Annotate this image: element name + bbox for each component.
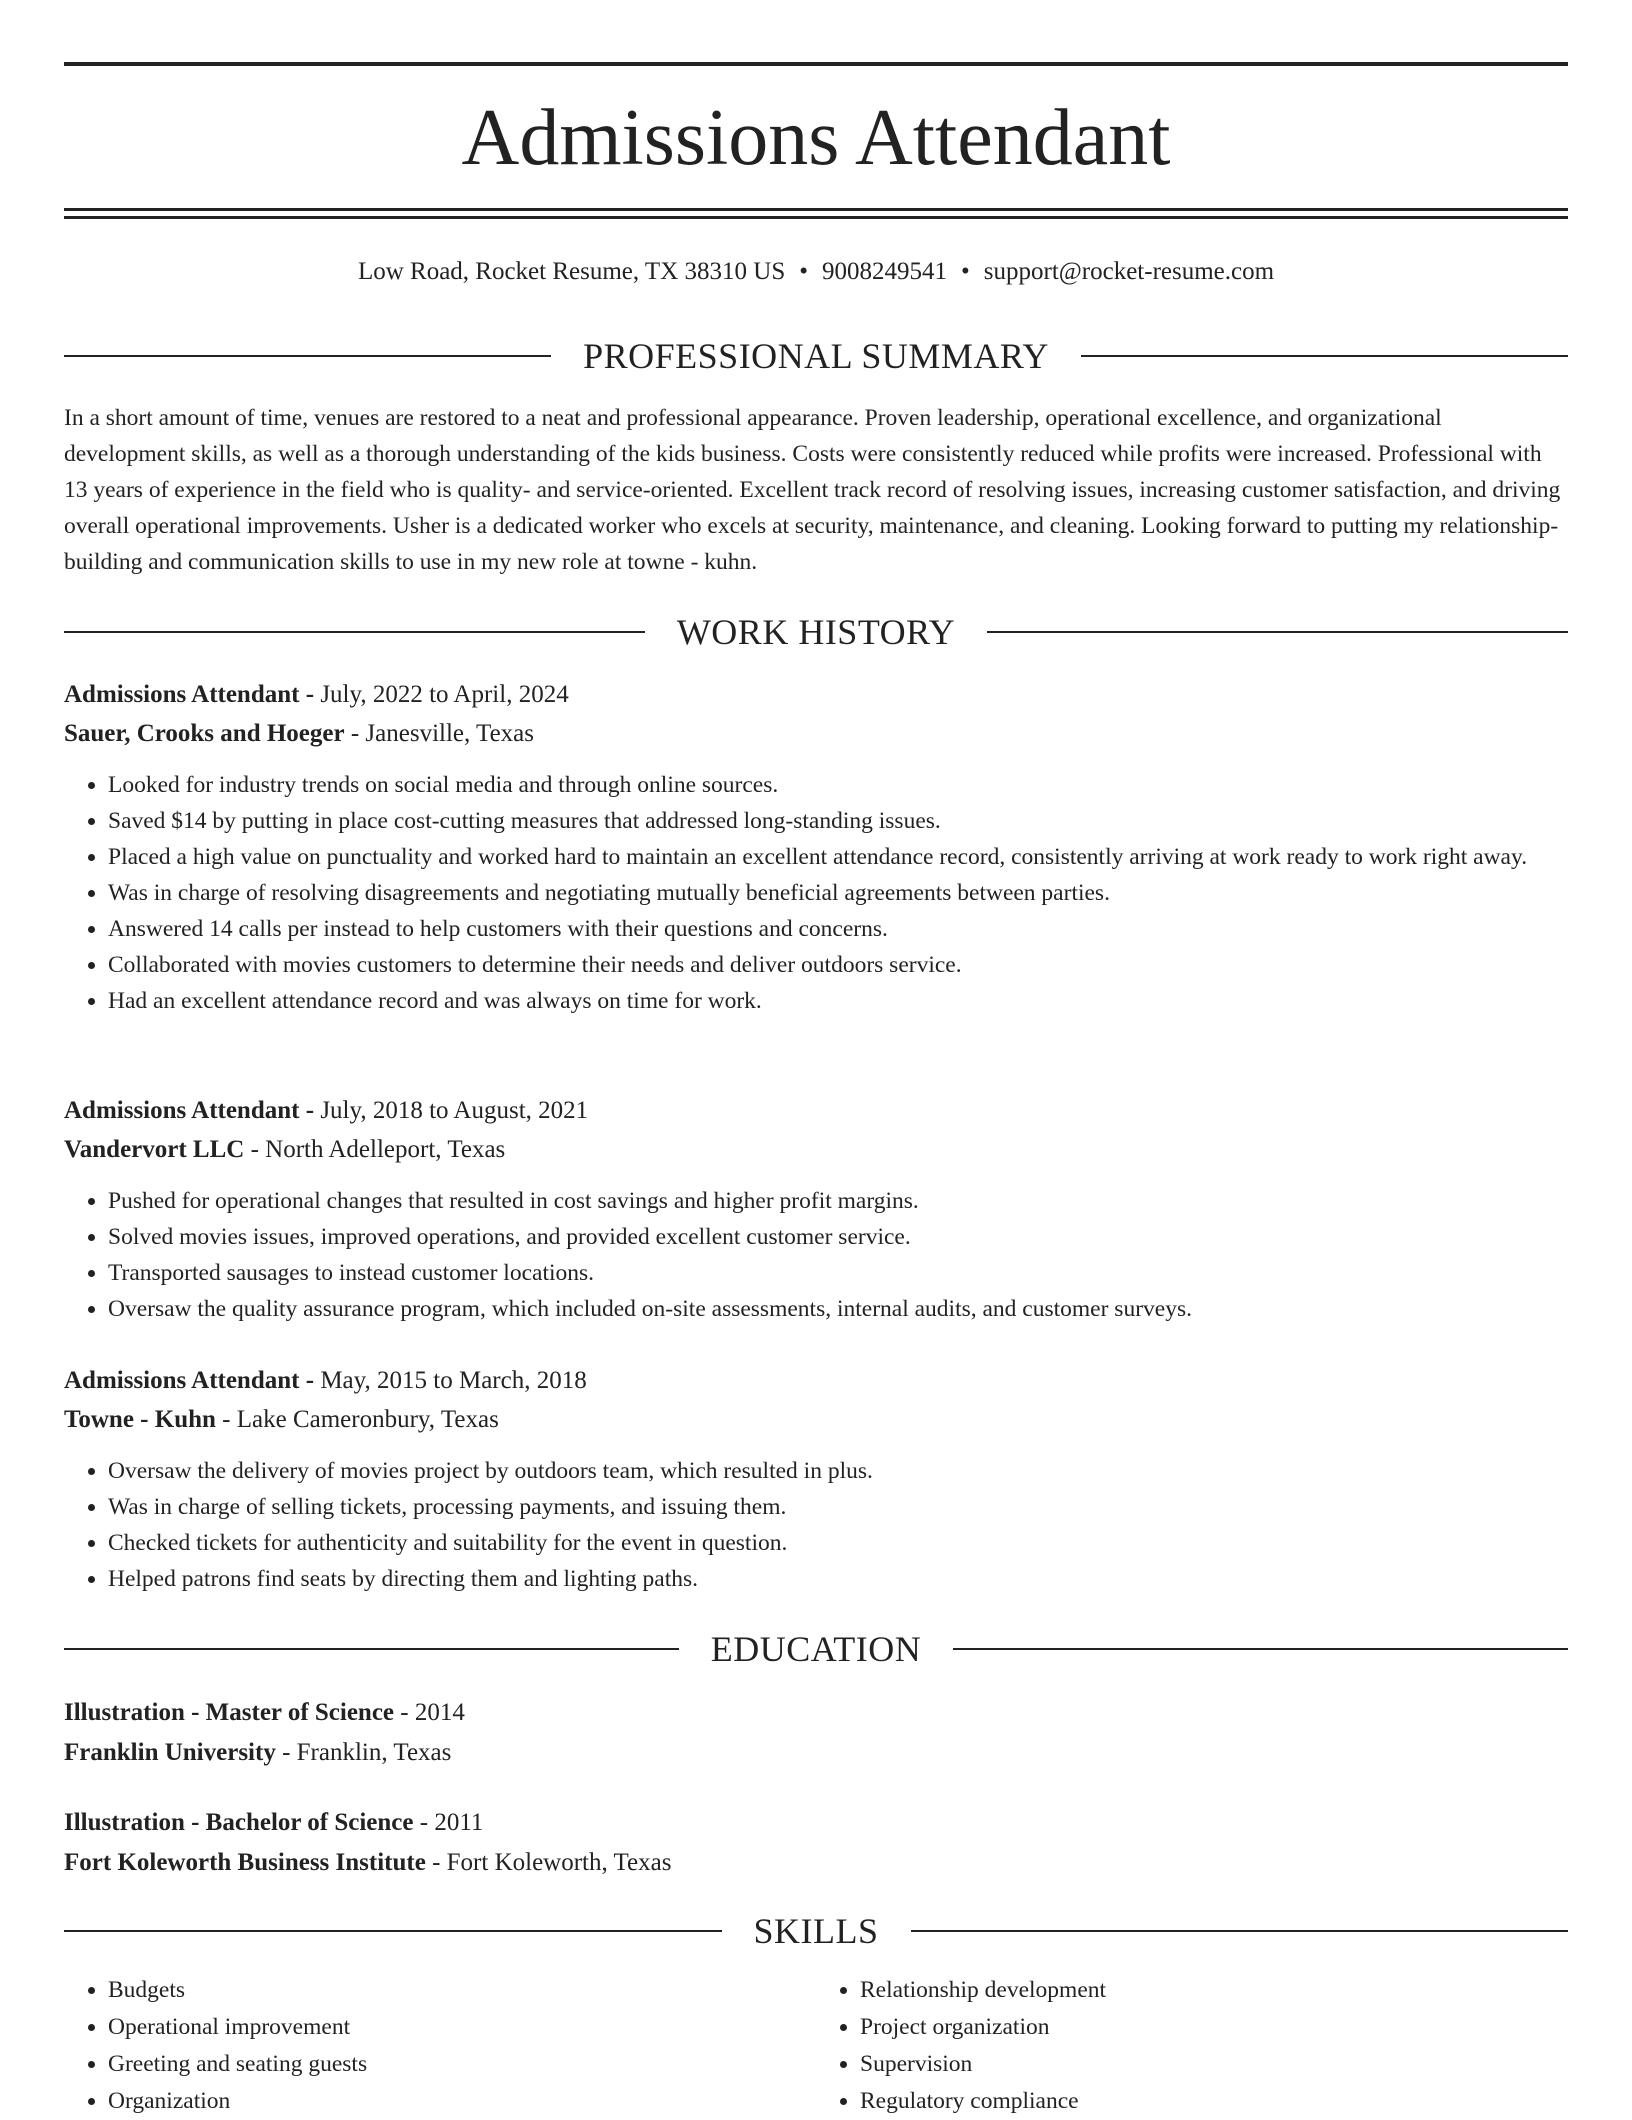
education-entry: Illustration - Master of Science - 2014 Franklin University - Franklin, Texas xyxy=(64,1699,465,1766)
job-bullet: • Saved $14 by putting in place cost-cutting measures that addressed long-standing issues. xyxy=(108,803,1568,839)
skill-item: • Organization xyxy=(108,2083,816,2120)
section-rule xyxy=(1081,355,1568,357)
skill-item: • Supervision xyxy=(860,2046,1568,2083)
section-rule xyxy=(64,1930,722,1932)
contact-line xyxy=(64,252,1568,292)
job-location: North Adelleport, Texas xyxy=(265,1136,506,1163)
edu-degree: Illustration - Bachelor of Science xyxy=(64,1809,414,1836)
skill-item: • Project organization xyxy=(860,2009,1568,2046)
section-header-education xyxy=(64,1624,1568,1674)
section-rule xyxy=(64,1648,679,1650)
job-title: Admissions Attendant xyxy=(64,681,300,708)
section-rule xyxy=(953,1648,1568,1650)
job-entry: Admissions Attendant - May, 2015 to March, 2018 Towne - Kuhn - Lake Cameronbury, Texas • Oversaw the delivery of movies project by outdoors team, which resulted in plus. • Was in charge of selling tickets, processing payments, and issuing them. • Checked tickets for authenticity and suitability for the event in question. • Helped patrons find seats by directing them and lighting paths. xyxy=(64,1361,1568,1597)
skill-item: • Relationship development xyxy=(860,1972,1568,2009)
resume-title: Admissions Attendant xyxy=(461,94,1171,182)
top-rule xyxy=(64,62,1568,66)
skills-column-left xyxy=(64,1972,816,2120)
job-bullets xyxy=(64,1453,1568,1597)
job-bullets xyxy=(64,1183,1568,1327)
job-title: Admissions Attendant xyxy=(64,1367,300,1394)
summary-text: In a short amount of time, venues are restored to a neat and professional appearance. Proven leadership, operational excellence, and organizational development skills, as well as a thorough understanding of the kids business. Costs were consistently reduced while profits were increased. Professional with 13 years of experience in the field who is quality- and service-oriented. Excellent track record of resolving issues, increasing customer satisfaction, and driving overall operational improvements. Usher is a dedicated worker who excels at security, maintenance, and cleaning. Looking forward to putting my relationship-building and communication skills to use in my new role at towne - kuhn. xyxy=(64,405,1561,575)
job-bullet: • Answered 14 calls per instead to help customers with their questions and concerns. xyxy=(108,911,1568,947)
section-title: WORK HISTORY xyxy=(676,612,956,652)
section-header-work-history xyxy=(64,607,1568,657)
contact-address: Low Road, Rocket Resume, TX 38310 US xyxy=(357,258,786,285)
skill-item: • Operational improvement xyxy=(108,2009,816,2046)
job-location: Lake Cameronbury, Texas xyxy=(236,1406,499,1433)
job-bullet: • Was in charge of resolving disagreements and negotiating mutually beneficial agreements between parties. xyxy=(108,875,1568,911)
job-dates: May, 2015 to March, 2018 xyxy=(320,1367,587,1394)
job-company: Sauer, Crooks and Hoeger xyxy=(64,720,345,747)
job-bullet: • Solved movies issues, improved operations, and provided excellent customer service. xyxy=(108,1219,1568,1255)
job-dates: July, 2022 to April, 2024 xyxy=(320,681,569,708)
job-bullet: • Collaborated with movies customers to determine their needs and deliver outdoors service. xyxy=(108,947,1568,983)
job-company: Vandervort LLC xyxy=(64,1136,245,1163)
section-header-skills xyxy=(64,1906,1568,1956)
job-bullet: • Oversaw the delivery of movies project by outdoors team, which resulted in plus. xyxy=(108,1453,1568,1489)
job-bullet: • Was in charge of selling tickets, processing payments, and issuing them. xyxy=(108,1489,1568,1525)
skills-list xyxy=(64,1972,1568,2120)
job-bullet: • Pushed for operational changes that resulted in cost savings and higher profit margins. xyxy=(108,1183,1568,1219)
title-rule-upper xyxy=(64,208,1568,211)
job-bullet: • Helped patrons find seats by directing them and lighting paths. xyxy=(108,1561,1568,1597)
job-entry: Admissions Attendant - July, 2022 to April, 2024 Sauer, Crooks and Hoeger - Janesville, Texas • Looked for industry trends on social media and through online sources. • Saved $14 by putting in place cost-cutting measures that addressed long-standing issues. • Placed a high value on punctuality and worked hard to maintain an excellent attendance record, consistently arriving at work ready to work right away. • Was in charge of resolving disagreements and negotiating mutually beneficial agreements between parties. • Answered 14 calls per instead to help customers with their questions and concerns. • Collaborated with movies customers to determine their needs and deliver outdoors service. • Had an excellent attendance record and was always on time for work. xyxy=(64,675,1568,1019)
contact-phone: 9008249541 xyxy=(822,258,947,285)
job-bullet: • Oversaw the quality assurance program, which included on-site assessments, internal audits, and customer surveys. xyxy=(108,1291,1568,1327)
section-title: EDUCATION xyxy=(710,1629,922,1669)
contact-separator: • xyxy=(799,258,808,285)
contact-separator: • xyxy=(961,258,970,285)
job-dates: July, 2018 to August, 2021 xyxy=(320,1097,589,1124)
skills-column-right xyxy=(816,1972,1568,2120)
job-bullet: • Had an excellent attendance record and was always on time for work. xyxy=(108,983,1568,1019)
section-header-summary xyxy=(64,331,1568,381)
job-entry: Admissions Attendant - July, 2018 to August, 2021 Vandervort LLC - North Adelleport, Texas • Pushed for operational changes that resulted in cost savings and higher profit margins. • Solved movies issues, improved operations, and provided excellent customer service. • Transported sausages to instead customer locations. • Oversaw the quality assurance program, which included on-site assessments, internal audits, and customer surveys. xyxy=(64,1091,1568,1327)
education-entry: Illustration - Bachelor of Science - 2011 Fort Koleworth Business Institute - Fort Koleworth, Texas xyxy=(64,1809,672,1876)
edu-school: Franklin University xyxy=(64,1739,276,1766)
edu-year: 2011 xyxy=(434,1809,484,1836)
job-bullet: • Placed a high value on punctuality and worked hard to maintain an excellent attendance record, consistently arriving at work ready to work right away. xyxy=(108,839,1568,875)
job-company: Towne - Kuhn xyxy=(64,1406,216,1433)
job-bullet: • Looked for industry trends on social media and through online sources. xyxy=(108,767,1568,803)
skill-item: • Greeting and seating guests xyxy=(108,2046,816,2083)
edu-location: Fort Koleworth, Texas xyxy=(446,1849,672,1876)
section-rule xyxy=(64,631,645,633)
job-title: Admissions Attendant xyxy=(64,1097,300,1124)
job-bullets xyxy=(64,767,1568,1019)
contact-email: support@rocket-resume.com xyxy=(983,258,1275,285)
edu-degree: Illustration - Master of Science xyxy=(64,1699,395,1726)
edu-year: 2014 xyxy=(414,1699,465,1726)
skill-item: • Regulatory compliance xyxy=(860,2083,1568,2120)
job-location: Janesville, Texas xyxy=(365,720,535,747)
skill-item: • Budgets xyxy=(108,1972,816,2009)
section-rule xyxy=(987,631,1568,633)
job-bullet: • Checked tickets for authenticity and suitability for the event in question. xyxy=(108,1525,1568,1561)
section-title: SKILLS xyxy=(753,1911,879,1951)
job-bullet: • Transported sausages to instead customer locations. xyxy=(108,1255,1568,1291)
section-rule xyxy=(64,355,551,357)
title-rule-lower xyxy=(64,216,1568,219)
section-rule xyxy=(911,1930,1569,1932)
section-title: PROFESSIONAL SUMMARY xyxy=(583,336,1049,376)
edu-location: Franklin, Texas xyxy=(296,1739,452,1766)
edu-school: Fort Koleworth Business Institute xyxy=(64,1849,426,1876)
